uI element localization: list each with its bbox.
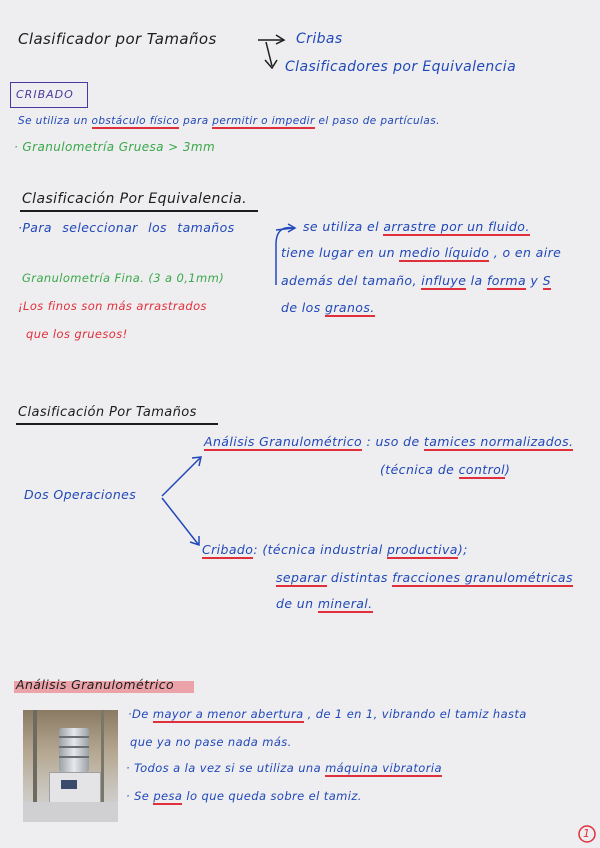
seleccionar-text: ·Para seleccionar los tamaños [18, 220, 235, 235]
finos-note-1: ¡Los finos son más arrastrados [18, 299, 207, 313]
cribado-line: Cribado: (técnica industrial productiva); [202, 542, 468, 557]
analisis-line-3: · Todos a la vez si se utiliza una máquina vibratoria [126, 761, 442, 775]
cribado-definition: Se utiliza un obstáculo físico para permitir o impedir el paso de partículas. [18, 115, 440, 127]
fina-note: Granulometría Fina. (3 a 0,1mm) [22, 271, 225, 285]
analisis-line-4: · Se pesa lo que queda sobre el tamiz. [126, 789, 362, 803]
finos-note-2: que los gruesos! [26, 327, 128, 341]
analisis-line-2: que ya no pase nada más. [130, 735, 292, 749]
mineral-line: de un mineral. [276, 596, 373, 611]
sieve-shaker-photo [23, 710, 118, 822]
separar-line: separar distintas fracciones granulométricas [276, 570, 573, 585]
tamanos-heading: Clasificación Por Tamaños [18, 405, 197, 420]
equiv-bullet-1: se utiliza el arrastre por un fluido. [303, 219, 530, 234]
equivalencia-heading-underline [20, 210, 258, 212]
branch-equivalencia: Clasificadores por Equivalencia [285, 59, 517, 75]
equiv-bullet-2: tiene lugar en un medio líquido , o en aire [281, 245, 562, 260]
cribado-box [10, 82, 88, 108]
tecnica-control-line: (técnica de control) [380, 462, 511, 477]
dos-operaciones: Dos Operaciones [24, 487, 137, 502]
equiv-bullet-3: además del tamaño, influye la forma y S [281, 273, 551, 288]
page-number: 1 [583, 827, 591, 840]
equiv-bullet-4: de los granos. [281, 300, 375, 315]
cribado-box-label: CRIBADO [16, 88, 74, 101]
analisis-heading: Análisis Granulométrico [16, 677, 175, 692]
analisis-line: Análisis Granulométrico : uso de tamices normalizados. [204, 434, 574, 449]
branch-cribas: Cribas [296, 31, 343, 47]
analisis-line-1: ·De mayor a menor abertura , de 1 en 1, vibrando el tamiz hasta [128, 707, 527, 721]
main-title: Clasificador por Tamaños [18, 30, 217, 48]
tamanos-heading-underline [16, 423, 218, 425]
gruesa-note: · Granulometría Gruesa > 3mm [14, 140, 216, 154]
equivalencia-heading: Clasificación Por Equivalencia. [22, 191, 247, 207]
